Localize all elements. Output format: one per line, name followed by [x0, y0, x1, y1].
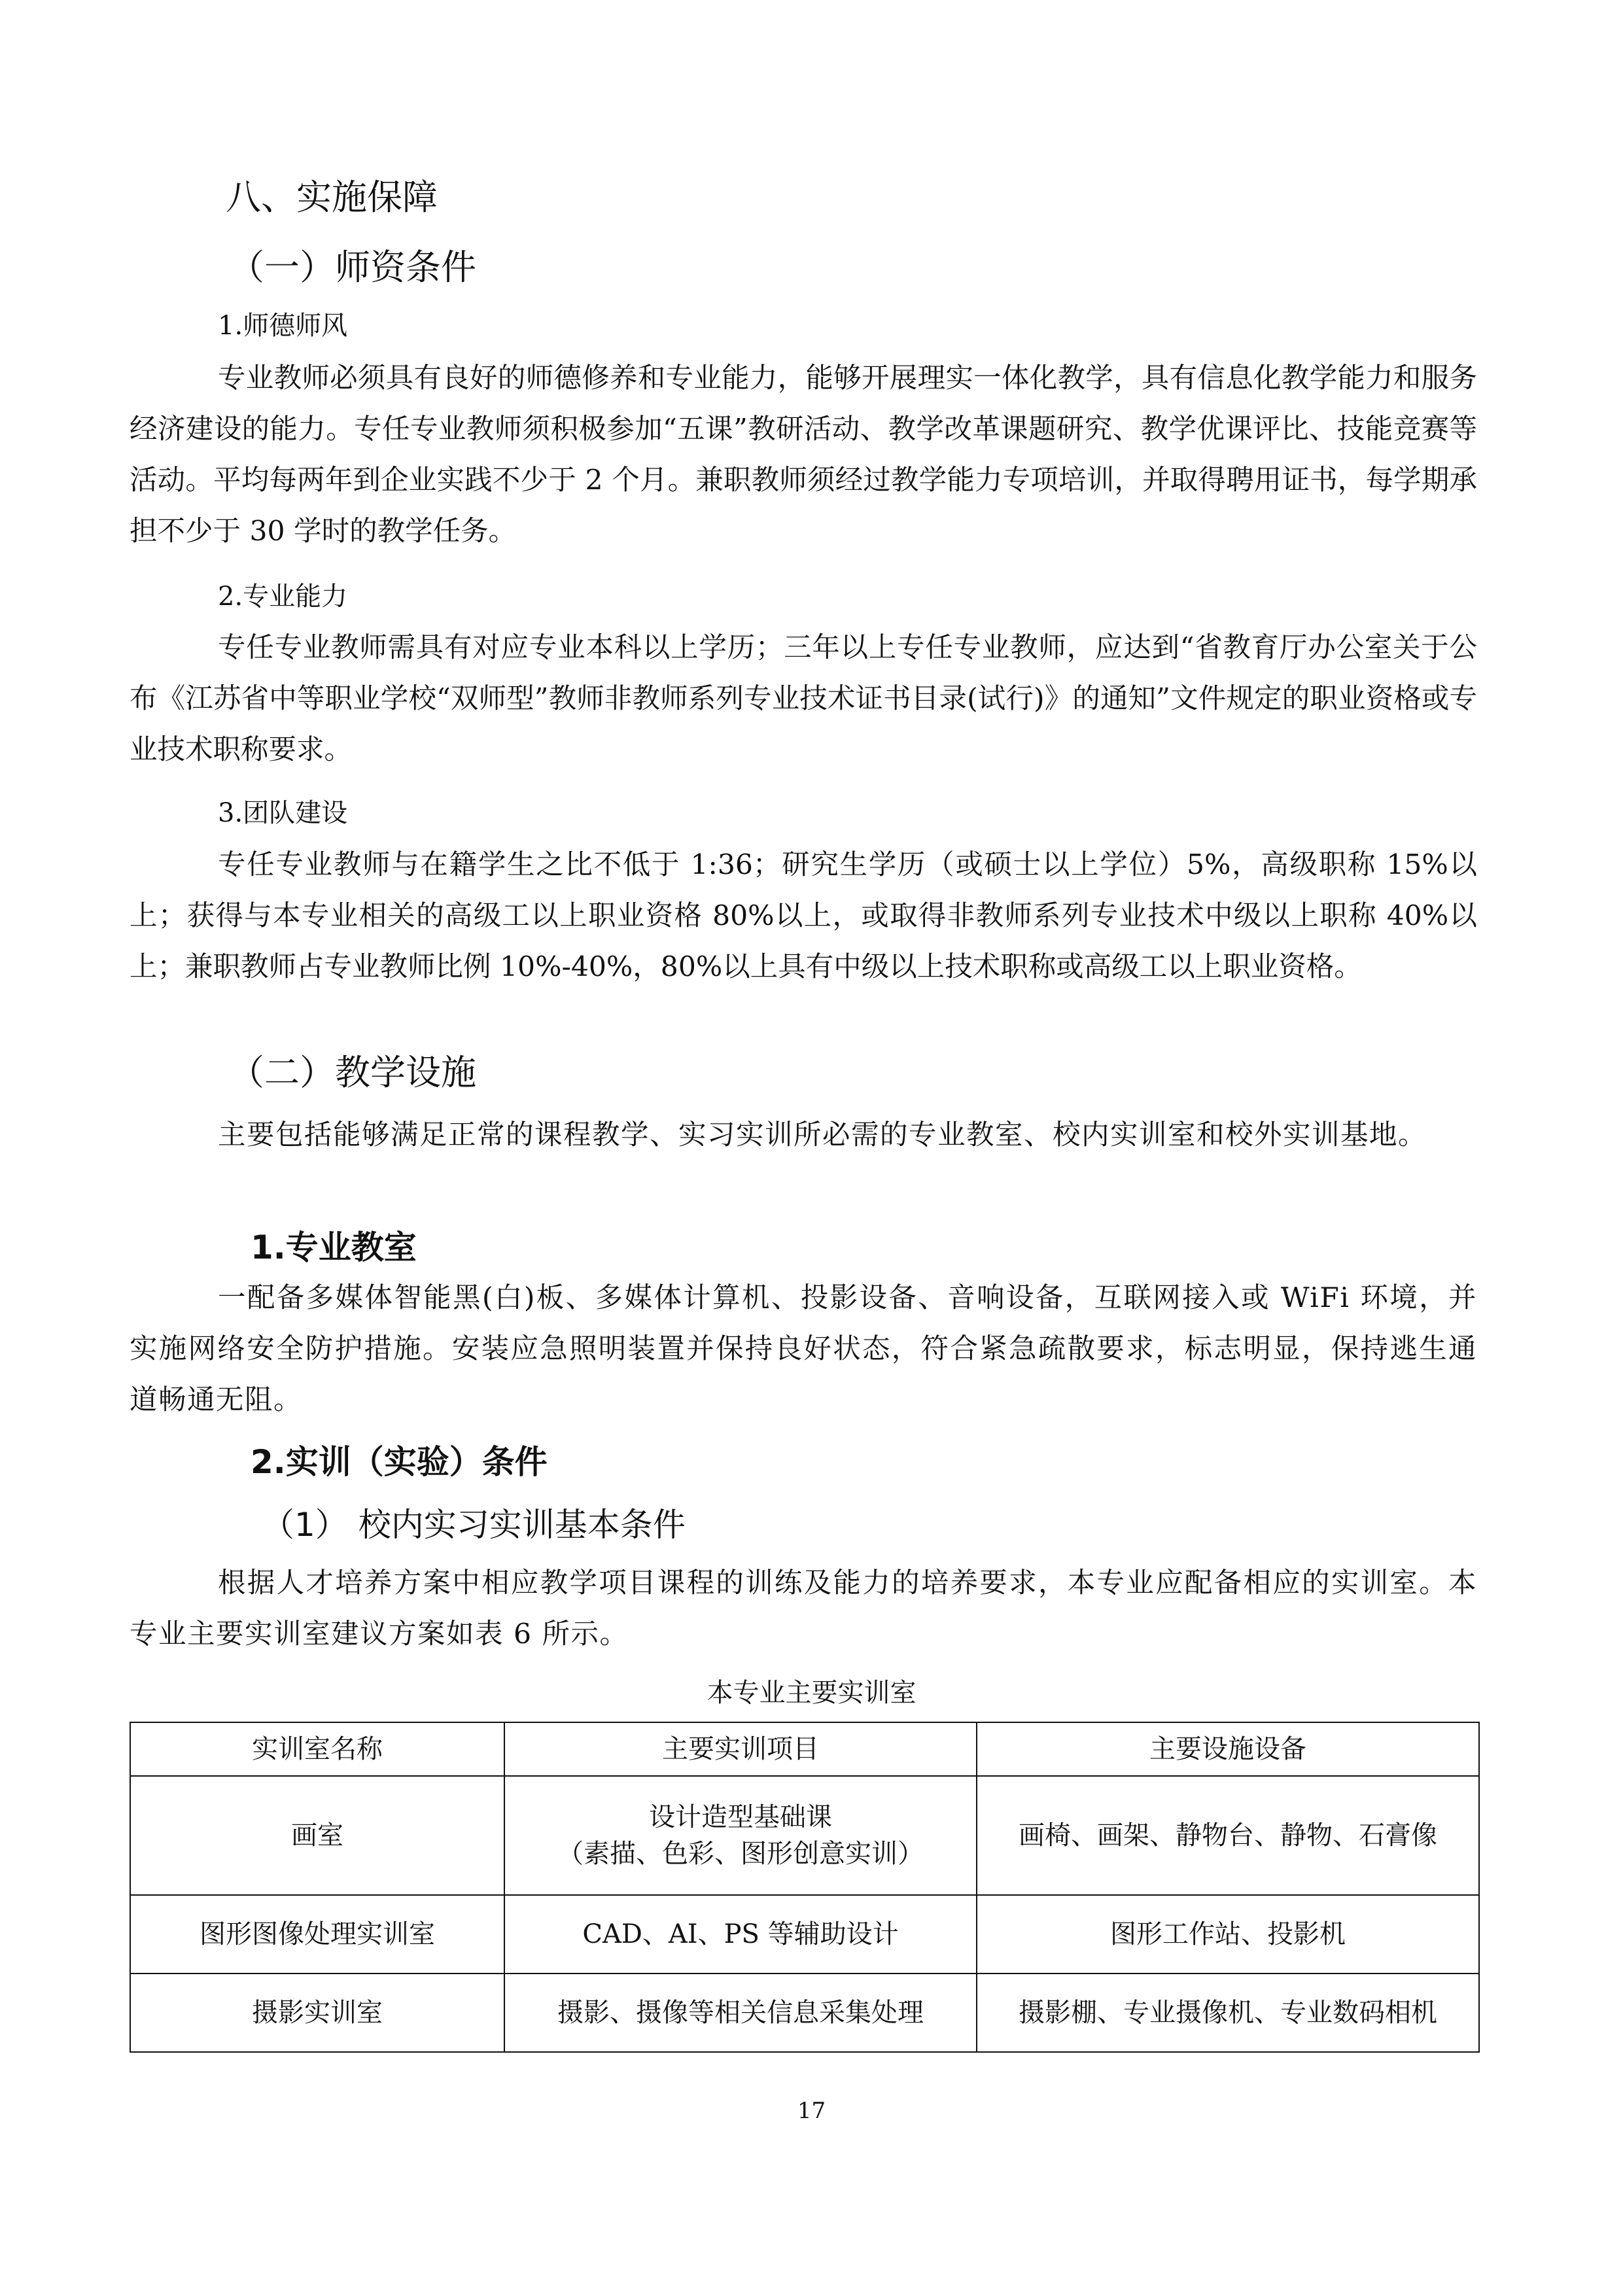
room-name-cell: 图形图像处理实训室	[130, 1895, 504, 1974]
room-name-cell: 画室	[130, 1776, 504, 1895]
header-main-projects: 主要实训项目	[504, 1722, 977, 1776]
header-room-name: 实训室名称	[130, 1722, 504, 1776]
item-label-team: 3.团队建设	[218, 798, 348, 828]
paragraph-facilities-intro: 主要包括能够满足正常的课程教学、实习实训所必需的专业教室、校内实训室和校外实训基地。	[218, 1119, 1427, 1151]
item-label-ability: 2.专业能力	[218, 582, 348, 612]
page-number: 17	[797, 2098, 826, 2124]
item-label-ethics: 1.师德师风	[218, 311, 348, 341]
header-main-equipment: 主要设施设备	[977, 1722, 1479, 1776]
table-header-row	[130, 1722, 1479, 1776]
projects-cell: 摄影、摄像等相关信息采集处理	[504, 1974, 977, 2052]
table-caption: 本专业主要实训室	[707, 1678, 916, 1708]
room-name-cell: 摄影实训室	[130, 1974, 504, 2052]
paragraph-classroom: 一配备多媒体智能黑(白)板、多媒体计算机、投影设备、音响设备，互联网接入或 WiFi 环境，并实施网络安全防护措施。安装应急照明装置并保持良好状态，符合紧急疏散要求，标志明显，保持逃生通道畅通无阻。	[130, 1282, 1477, 1416]
paragraph-team: 专任专业教师与在籍学生之比不低于 1:36；研究生学历（或硕士以上学位）5%，高级职称 15%以上；获得与本专业相关的高级工以上职业资格 80%以上，或取得非教师系列专业技术中级以上职称 40%以上；兼职教师占专业教师比例 10%-40%，80%以上具有中级以上技术职称或高级工以上职业资格。	[130, 849, 1477, 983]
subsection-title-facilities: （二）教学设施	[229, 1052, 476, 1093]
heading-training: 2.实训（实验）条件	[251, 1443, 548, 1481]
projects-line-detail: （素描、色彩、图形创意实训）	[557, 1839, 924, 1869]
table-row	[130, 1974, 1479, 2052]
paragraph-campus-training: 根据人才培养方案中相应教学项目课程的训练及能力的培养要求，本专业应配备相应的实训室。本专业主要实训室建议方案如表 6 所示。	[130, 1567, 1477, 1650]
projects-cell: CAD、AI、PS 等辅助设计	[504, 1895, 977, 1974]
table-row	[130, 1776, 1479, 1895]
section-title: 八、实施保障	[226, 177, 438, 218]
paragraph-ethics: 专业教师必须具有良好的师德修养和专业能力，能够开展理实一体化教学，具有信息化教学能力和服务经济建设的能力。专任专业教师须积极参加“五课”教研活动、教学改革课题研究、教学优课评比、技能竞赛等活动。平均每两年到企业实践不少于 2 个月。兼职教师须经过教学能力专项培训，并取得聘用证书，每学期承担不少于 30 学时的教学任务。	[130, 362, 1477, 548]
table-row	[130, 1895, 1479, 1974]
training-rooms-table	[130, 1722, 1480, 2053]
projects-line: 设计造型基础课	[649, 1802, 832, 1832]
heading-classroom: 1.专业教室	[251, 1228, 417, 1266]
equipment-cell: 画椅、画架、静物台、静物、石膏像	[977, 1776, 1479, 1895]
equipment-cell: 摄影棚、专业摄像机、专业数码相机	[977, 1974, 1479, 2052]
subsection-title-teachers: （一）师资条件	[229, 247, 476, 288]
heading-campus-training: （1） 校内实习实训基本条件	[262, 1506, 686, 1544]
equipment-cell: 图形工作站、投影机	[977, 1895, 1479, 1974]
projects-cell	[504, 1776, 977, 1895]
paragraph-ability: 专任专业教师需具有对应专业本科以上学历；三年以上专任专业教师，应达到“省教育厅办公室关于公布《江苏省中等职业学校“双师型”教师非教师系列专业技术证书目录(试行)》的通知”文件规定的职业资格或专业技术职称要求。	[130, 632, 1477, 766]
